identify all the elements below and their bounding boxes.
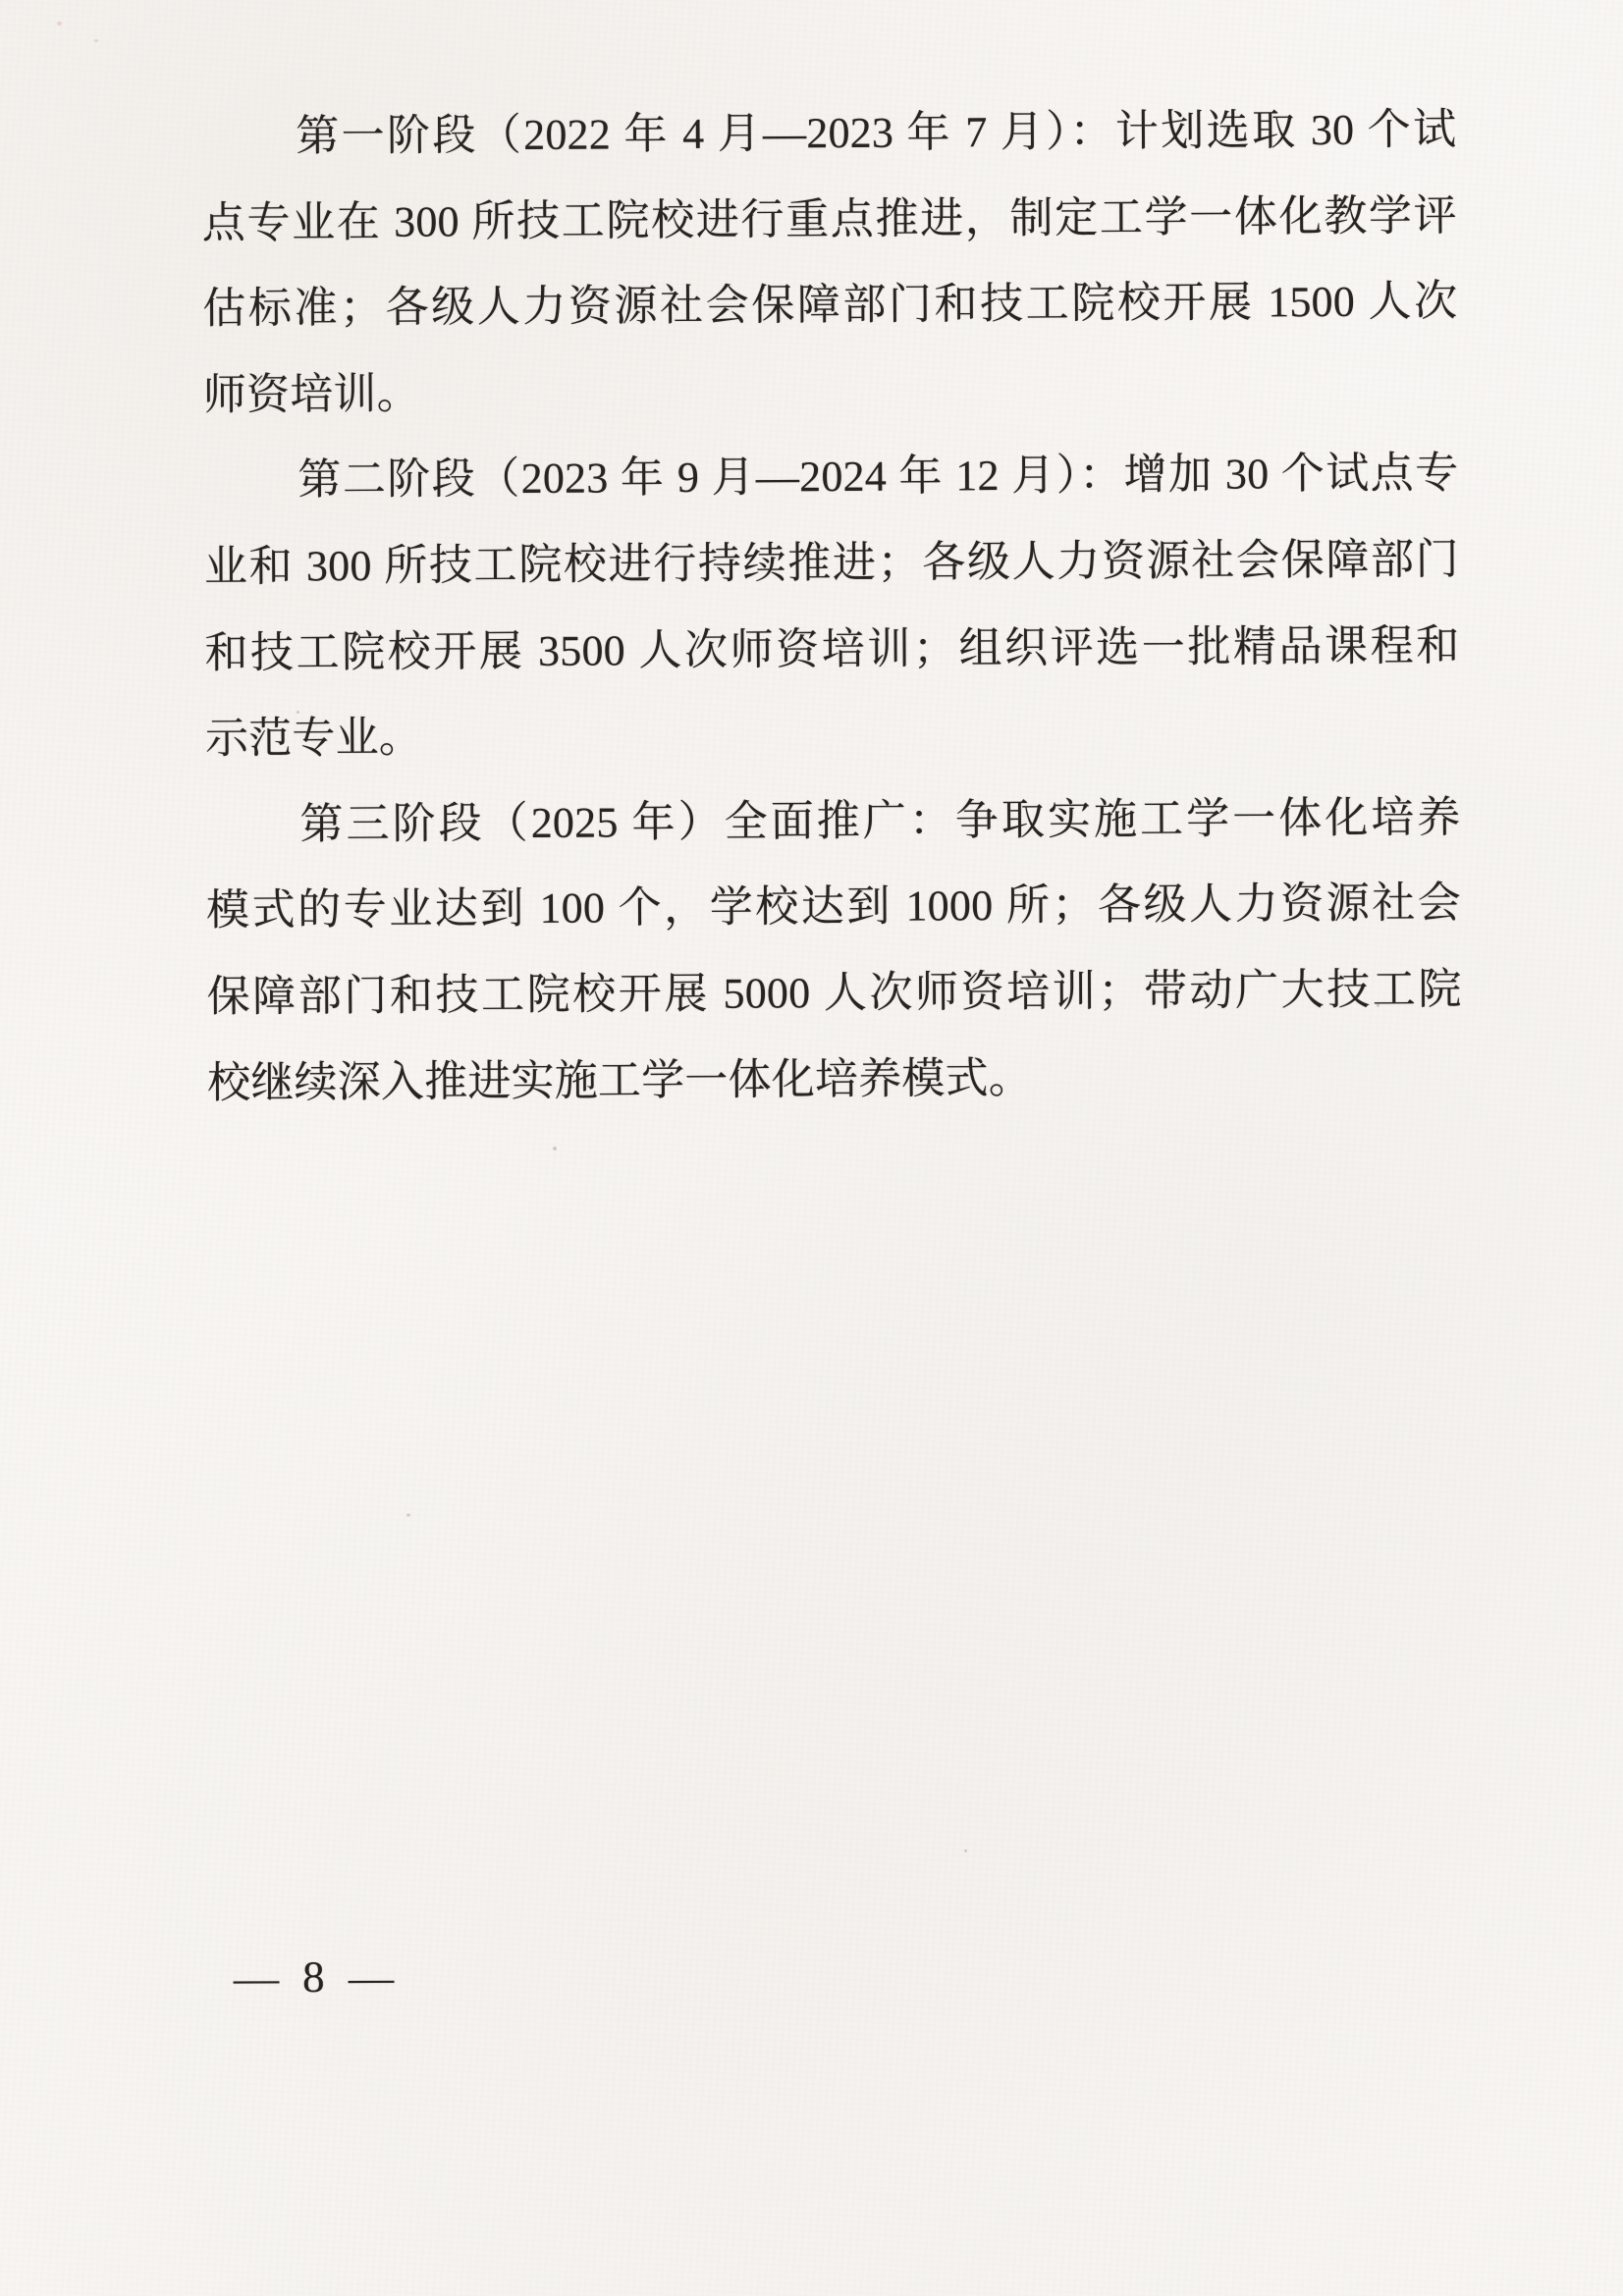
scan-speck — [964, 1849, 967, 1852]
paragraph-1-line-3: 估标准；各级人力资源社会保障部门和技工院校开展 1500 人次 — [202, 277, 1458, 334]
paragraph-3-line-1: 第三阶段（2025 年）全面推广：争取实施工学一体化培养 — [299, 792, 1461, 849]
paragraph-1-line-4: 师资培训。 — [202, 369, 421, 419]
paragraph-2-line-2: 业和 300 所技工院校进行持续推进；各级人力资源社会保障部门 — [203, 535, 1460, 591]
paragraph-1-line-2: 点专业在 300 所技工院校进行重点推进，制定工学一体化教学评 — [201, 190, 1457, 247]
paragraph-3-line-3: 保障部门和技工院校开展 5000 人次师资培训；带动广大技工院 — [206, 965, 1462, 1021]
scan-speck — [94, 39, 98, 42]
body-text — [201, 86, 1462, 1126]
paragraph-2-line-3: 和技工院校开展 3500 人次师资培训；组织评选一批精品课程和 — [204, 620, 1460, 677]
page-number-footer — [233, 1951, 394, 2003]
page-number: 8 — [301, 1951, 325, 2002]
paragraph-1-line-1: 第一阶段（2022 年 4 月—2023 年 7 月）：计划选取 30 个试 — [296, 105, 1457, 161]
scan-speck — [553, 1147, 557, 1150]
footer-right-dash: — — [348, 1955, 394, 2002]
paragraph-2-line-4: 示范专业。 — [204, 713, 423, 764]
paragraph-3-line-2: 模式的专业达到 100 个，学校达到 1000 所；各级人力资源社会 — [205, 879, 1462, 935]
scan-speck — [406, 1514, 410, 1517]
paragraph-2-line-1: 第二阶段（2023 年 9 月—2024 年 12 月）：增加 30 个试点专 — [298, 449, 1459, 505]
scan-speck — [57, 22, 62, 26]
footer-left-dash: — — [233, 1956, 280, 2002]
paragraph-3-line-4: 校继续深入推进实施工学一体化培养模式。 — [207, 1053, 1033, 1107]
